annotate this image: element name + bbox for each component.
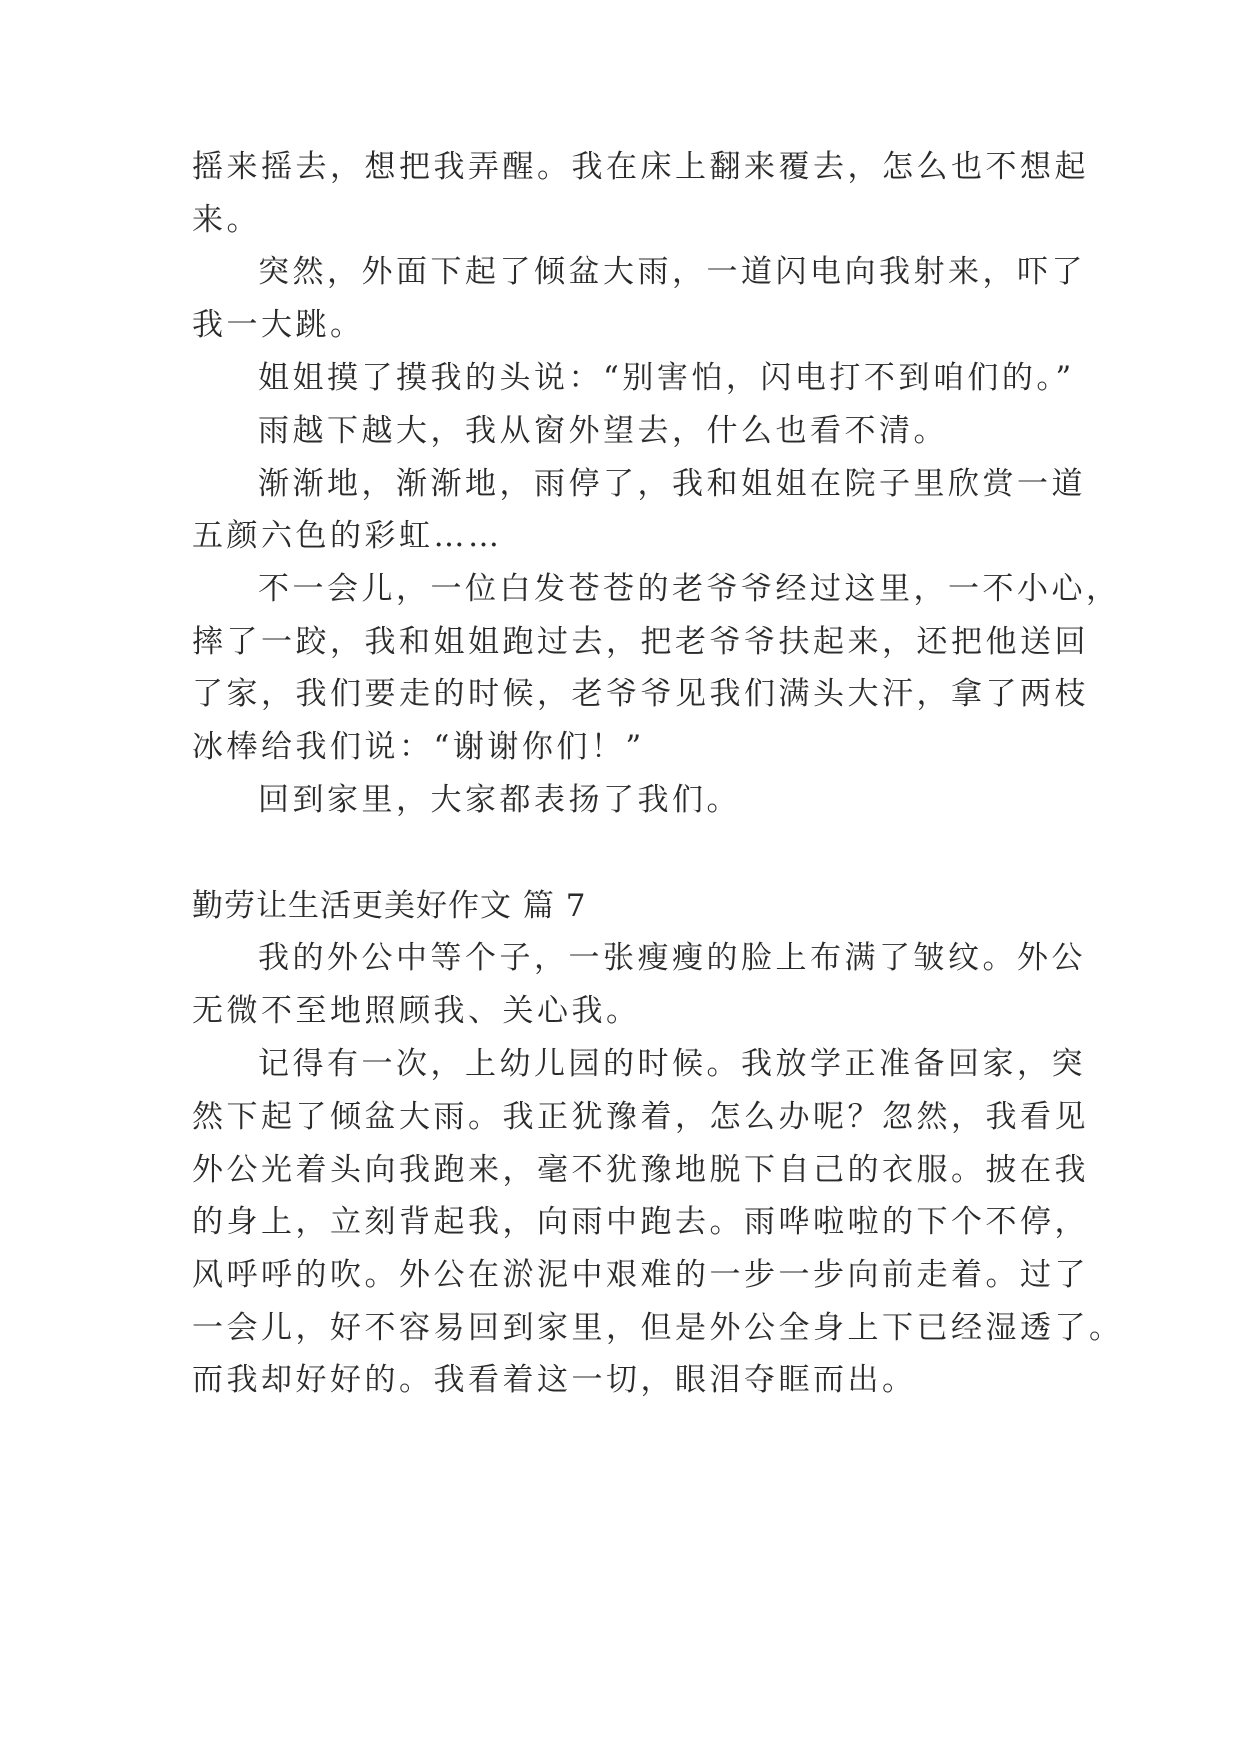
text-line: 我一大跳。	[192, 307, 365, 343]
paragraph-start-line: 我的外公中等个子，一张瘦瘦的脸上布满了皱纹。外公	[258, 940, 1086, 976]
text-line: 了家，我们要走的时候，老爷爷见我们满头大汗，拿了两枝	[192, 676, 1089, 712]
text-line: 风呼呼的吹。外公在淤泥中艰难的一步一步向前走着。过了	[192, 1257, 1089, 1293]
text-line: 冰棒给我们说：“谢谢你们！”	[192, 729, 645, 765]
text-line: 而我却好好的。我看着这一切，眼泪夺眶而出。	[192, 1362, 917, 1398]
text-line: 摇来摇去，想把我弄醒。我在床上翻来覆去，怎么也不想起	[192, 149, 1089, 185]
section-heading: 勤劳让生活更美好作文 篇 7	[192, 888, 587, 924]
paragraph-start-line: 姐姐摸了摸我的头说：“别害怕，闪电打不到咱们的。”	[258, 360, 1075, 396]
text-line: 然下起了倾盆大雨。我正犹豫着，怎么办呢？忽然，我看见	[192, 1099, 1089, 1135]
paragraph-start-line: 记得有一次，上幼儿园的时候。我放学正准备回家，突	[258, 1046, 1086, 1082]
paragraph-start-line: 突然，外面下起了倾盆大雨，一道闪电向我射来，吓了	[258, 254, 1086, 290]
paragraph-start-line: 渐渐地，渐渐地，雨停了，我和姐姐在院子里欣赏一道	[258, 466, 1086, 502]
paragraph-start-line: 回到家里，大家都表扬了我们。	[258, 782, 741, 818]
text-line: 无微不至地照顾我、关心我。	[192, 993, 641, 1029]
text-line: 摔了一跤，我和姐姐跑过去，把老爷爷扶起来，还把他送回	[192, 624, 1089, 660]
text-line: 的身上，立刻背起我，向雨中跑去。雨哗啦啦的下个不停，	[192, 1204, 1089, 1240]
text-line: 外公光着头向我跑来，毫不犹豫地脱下自己的衣服。披在我	[192, 1152, 1089, 1188]
paragraph-start-line: 雨越下越大，我从窗外望去，什么也看不清。	[258, 413, 948, 449]
text-line: 一会儿，好不容易回到家里，但是外公全身上下已经湿透了。	[192, 1310, 1124, 1346]
text-line: 来。	[192, 202, 261, 238]
text-line: 五颜六色的彩虹……	[192, 518, 503, 554]
paragraph-start-line: 不一会儿，一位白发苍苍的老爷爷经过这里，一不小心，	[258, 571, 1121, 607]
